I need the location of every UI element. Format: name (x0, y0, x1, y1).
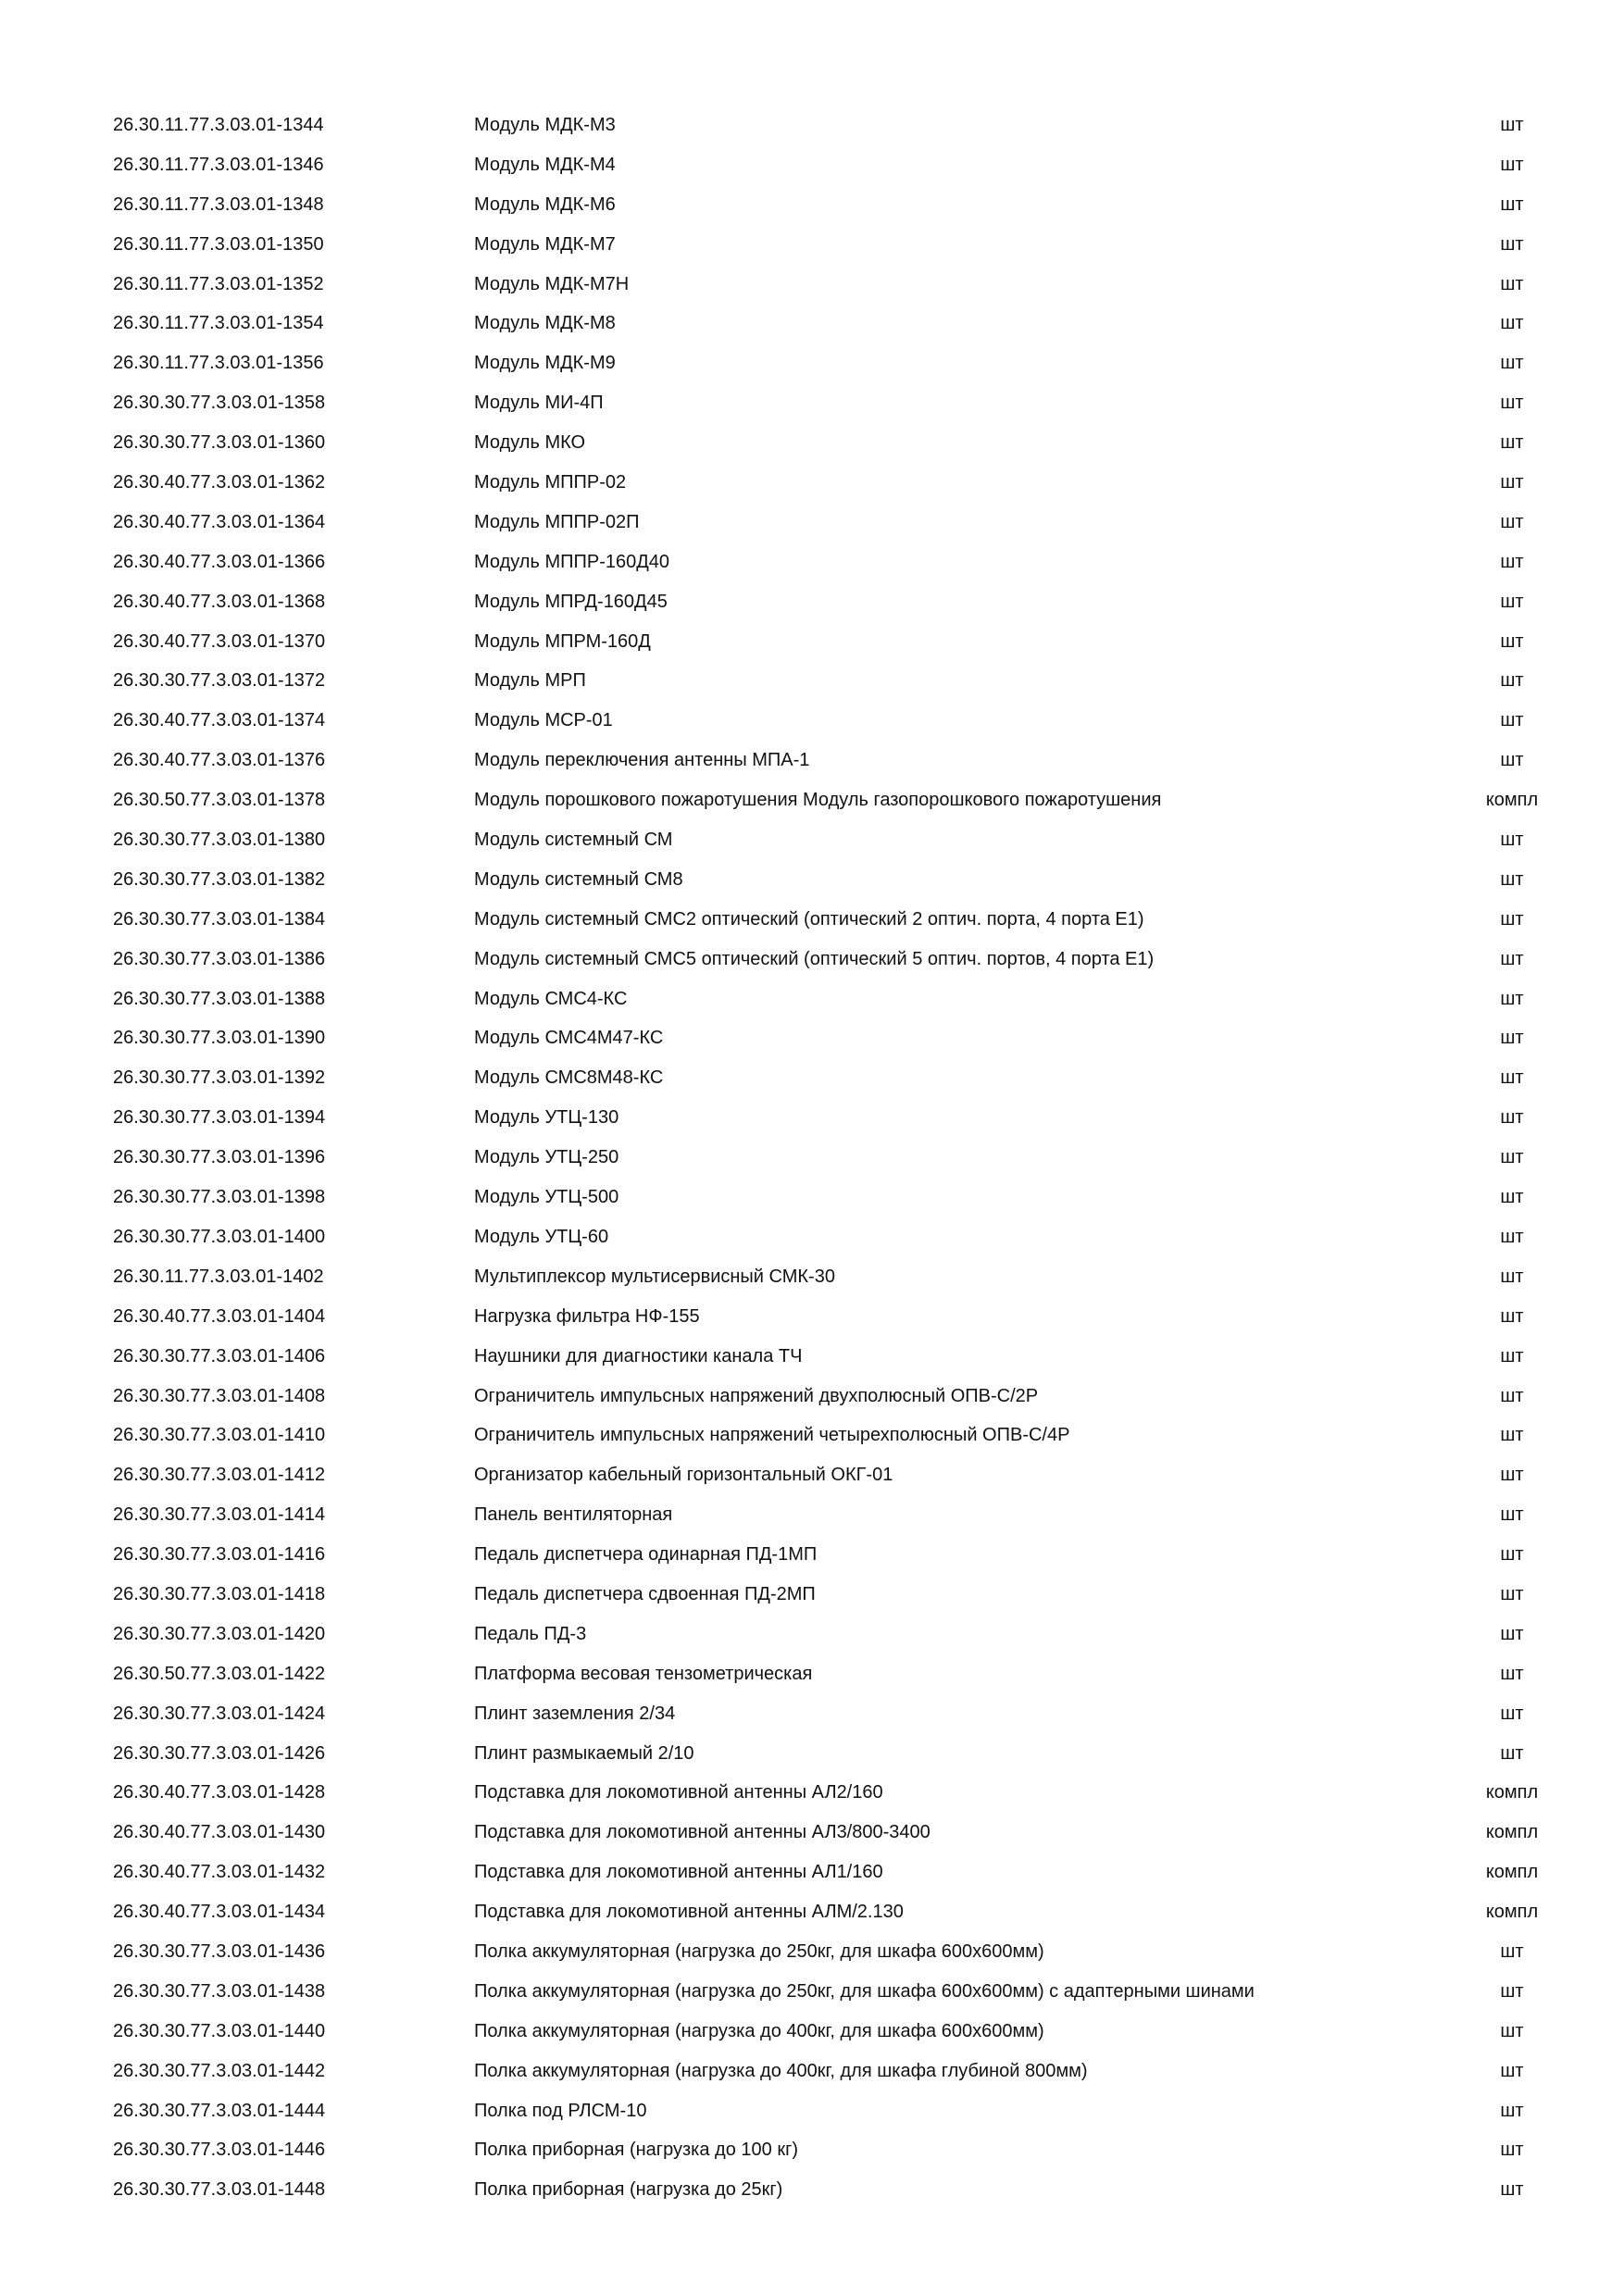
table-row (0, 383, 1624, 423)
table-row (0, 741, 1624, 780)
item-unit: шт (1500, 1345, 1524, 1366)
item-name: Полка приборная (нагрузка до 100 кг) (474, 2140, 799, 2161)
table-row (0, 1654, 1624, 1694)
table-row (0, 1694, 1624, 1734)
item-name: Модуль УТЦ-60 (474, 1226, 609, 1247)
item-unit: компл (1485, 1782, 1539, 1803)
item-unit: шт (1500, 750, 1524, 771)
item-name: Модуль системный СМ (474, 830, 673, 851)
item-name: Модуль МДК-М9 (474, 353, 616, 374)
table-row (0, 304, 1624, 343)
item-code: 26.30.30.77.3.03.01-1446 (113, 2140, 326, 2161)
table-row (0, 423, 1624, 463)
item-name: Организатор кабельный горизонтальный ОКГ-01 (474, 1465, 893, 1486)
item-name: Модуль УТЦ-250 (474, 1147, 619, 1168)
table-row (0, 860, 1624, 900)
table-row (0, 582, 1624, 622)
item-code: 26.30.30.77.3.03.01-1400 (113, 1226, 326, 1247)
table-row (0, 106, 1624, 145)
item-unit: шт (1500, 233, 1524, 255)
item-name: Модуль МДК-М3 (474, 115, 616, 135)
item-name: Модуль СМС8М48-КС (474, 1067, 664, 1089)
item-unit: шт (1500, 511, 1524, 532)
item-name: Ограничитель импульсных напряжений четырехполюсный ОПВ-С/4Р (474, 1425, 1070, 1446)
table-row (0, 701, 1624, 741)
item-name: Модуль системный СМС5 оптический (оптический 5 оптич. портов, 4 порта Е1) (474, 948, 1155, 969)
item-name: Полка аккумуляторная (нагрузка до 400кг, для шкафа глубиной 800мм) (474, 2060, 1088, 2081)
item-name: Модуль МППР-160Д40 (474, 551, 670, 572)
table-row (0, 1615, 1624, 1654)
item-code: 26.30.30.77.3.03.01-1444 (113, 2100, 326, 2121)
table-row (0, 1416, 1624, 1455)
table-row (0, 145, 1624, 185)
item-code: 26.30.40.77.3.03.01-1368 (113, 591, 326, 612)
table-row (0, 2052, 1624, 2091)
item-code: 26.30.40.77.3.03.01-1362 (113, 472, 326, 493)
table-row (0, 940, 1624, 980)
item-name: Модуль МСР-01 (474, 710, 613, 731)
item-code: 26.30.30.77.3.03.01-1398 (113, 1187, 326, 1208)
item-unit: шт (1500, 1226, 1524, 1247)
item-unit: шт (1500, 1107, 1524, 1129)
item-name: Модуль системный СМ8 (474, 868, 683, 890)
item-code: 26.30.11.77.3.03.01-1402 (113, 1266, 324, 1287)
item-code: 26.30.40.77.3.03.01-1364 (113, 511, 326, 532)
item-code: 26.30.30.77.3.03.01-1408 (113, 1385, 326, 1406)
item-code: 26.30.40.77.3.03.01-1434 (113, 1902, 326, 1923)
item-unit: шт (1500, 2060, 1524, 2081)
table-row (0, 1257, 1624, 1297)
item-unit: шт (1500, 353, 1524, 374)
item-unit: шт (1500, 868, 1524, 890)
item-unit: шт (1500, 2020, 1524, 2041)
item-name: Модуль СМС4М47-КС (474, 1028, 664, 1049)
item-name: Педаль диспетчера сдвоенная ПД-2МП (474, 1583, 816, 1604)
table-row (0, 1773, 1624, 1813)
item-unit: шт (1500, 1980, 1524, 2002)
item-code: 26.30.30.77.3.03.01-1418 (113, 1583, 326, 1604)
item-unit: шт (1500, 1187, 1524, 1208)
item-code: 26.30.30.77.3.03.01-1424 (113, 1703, 326, 1724)
item-unit: шт (1500, 551, 1524, 572)
table-row (0, 661, 1624, 701)
item-name: Подставка для локомотивной антенны АЛМ/2.130 (474, 1902, 904, 1923)
table-row (0, 225, 1624, 265)
item-code: 26.30.50.77.3.03.01-1422 (113, 1663, 326, 1684)
item-unit: шт (1500, 115, 1524, 135)
item-name: Модуль МДК-М4 (474, 154, 616, 175)
item-unit: шт (1500, 1266, 1524, 1287)
item-unit: шт (1500, 1385, 1524, 1406)
table-row (0, 1972, 1624, 2012)
item-unit: шт (1500, 988, 1524, 1009)
item-unit: шт (1500, 1028, 1524, 1049)
table-row (0, 343, 1624, 383)
item-code: 26.30.30.77.3.03.01-1406 (113, 1345, 326, 1366)
item-code: 26.30.11.77.3.03.01-1344 (113, 115, 324, 135)
item-unit: шт (1500, 1544, 1524, 1566)
item-code: 26.30.30.77.3.03.01-1386 (113, 948, 326, 969)
item-name: Модуль МППР-02 (474, 472, 627, 493)
item-name: Подставка для локомотивной антенны АЛ1/160 (474, 1862, 883, 1883)
item-unit: шт (1500, 670, 1524, 692)
item-unit: шт (1500, 193, 1524, 215)
item-code: 26.30.30.77.3.03.01-1420 (113, 1623, 326, 1644)
price-list-table (0, 106, 1624, 2210)
item-name: Полка аккумуляторная (нагрузка до 400кг, для шкафа 600х600мм) (474, 2020, 1044, 2041)
table-row (0, 820, 1624, 860)
item-unit: шт (1500, 948, 1524, 969)
table-row (0, 1495, 1624, 1535)
item-unit: шт (1500, 1663, 1524, 1684)
item-name: Полка приборная (нагрузка до 25кг) (474, 2179, 783, 2201)
item-code: 26.30.11.77.3.03.01-1350 (113, 233, 324, 255)
item-code: 26.30.30.77.3.03.01-1372 (113, 670, 326, 692)
table-row (0, 1853, 1624, 1892)
table-row (0, 265, 1624, 305)
item-name: Платформа весовая тензометрическая (474, 1663, 813, 1684)
item-unit: шт (1500, 154, 1524, 175)
item-name: Модуль переключения антенны МПА-1 (474, 750, 810, 771)
item-unit: компл (1485, 1902, 1539, 1923)
item-unit: компл (1485, 790, 1539, 811)
table-row (0, 1734, 1624, 1774)
item-unit: шт (1500, 1465, 1524, 1486)
item-code: 26.30.30.77.3.03.01-1382 (113, 868, 326, 890)
item-code: 26.30.30.77.3.03.01-1384 (113, 908, 326, 930)
item-name: Полка под РЛСМ-10 (474, 2100, 647, 2121)
item-code: 26.30.30.77.3.03.01-1416 (113, 1544, 326, 1566)
item-name: Подставка для локомотивной антенны АЛ3/800-3400 (474, 1822, 931, 1843)
item-name: Модуль МИ-4П (474, 393, 604, 414)
item-unit: шт (1500, 393, 1524, 414)
item-code: 26.30.30.77.3.03.01-1358 (113, 393, 326, 414)
item-code: 26.30.11.77.3.03.01-1346 (113, 154, 324, 175)
item-name: Модуль МПРМ-160Д (474, 630, 651, 652)
item-unit: шт (1500, 313, 1524, 334)
item-unit: компл (1485, 1822, 1539, 1843)
item-name: Модуль порошкового пожаротушения Модуль газопорошкового пожаротушения (474, 790, 1162, 811)
item-unit: шт (1500, 1425, 1524, 1446)
item-name: Плинт размыкаемый 2/10 (474, 1742, 694, 1764)
item-code: 26.30.30.77.3.03.01-1380 (113, 830, 326, 851)
table-row (0, 780, 1624, 820)
table-row (0, 1892, 1624, 1932)
table-row (0, 1217, 1624, 1257)
item-name: Модуль УТЦ-500 (474, 1187, 619, 1208)
table-row (0, 1138, 1624, 1178)
item-unit: компл (1485, 1862, 1539, 1883)
item-code: 26.30.30.77.3.03.01-1394 (113, 1107, 326, 1129)
item-name: Наушники для диагностики канала ТЧ (474, 1345, 803, 1366)
table-row (0, 1813, 1624, 1853)
item-name: Модуль СМС4-КС (474, 988, 628, 1009)
item-code: 26.30.40.77.3.03.01-1366 (113, 551, 326, 572)
item-code: 26.30.40.77.3.03.01-1432 (113, 1862, 326, 1883)
table-row (0, 1178, 1624, 1217)
item-unit: шт (1500, 1504, 1524, 1526)
item-code: 26.30.40.77.3.03.01-1374 (113, 710, 326, 731)
item-code: 26.30.30.77.3.03.01-1438 (113, 1980, 326, 2002)
item-unit: шт (1500, 1305, 1524, 1327)
table-row (0, 1297, 1624, 1337)
table-row (0, 1018, 1624, 1058)
item-code: 26.30.40.77.3.03.01-1404 (113, 1305, 326, 1327)
item-code: 26.30.30.77.3.03.01-1360 (113, 432, 326, 454)
item-unit: шт (1500, 472, 1524, 493)
item-unit: шт (1500, 1742, 1524, 1764)
item-code: 26.30.40.77.3.03.01-1430 (113, 1822, 326, 1843)
item-name: Нагрузка фильтра НФ-155 (474, 1305, 700, 1327)
item-code: 26.30.30.77.3.03.01-1414 (113, 1504, 326, 1526)
item-code: 26.30.40.77.3.03.01-1370 (113, 630, 326, 652)
table-row (0, 900, 1624, 940)
item-code: 26.30.40.77.3.03.01-1428 (113, 1782, 326, 1803)
table-row (0, 2091, 1624, 2131)
table-row (0, 1535, 1624, 1575)
item-name: Педаль ПД-3 (474, 1623, 587, 1644)
item-name: Педаль диспетчера одинарная ПД-1МП (474, 1544, 818, 1566)
item-code: 26.30.11.77.3.03.01-1354 (113, 313, 324, 334)
table-row (0, 2170, 1624, 2210)
item-code: 26.30.30.77.3.03.01-1410 (113, 1425, 326, 1446)
item-name: Мультиплексор мультисервисный СМК-30 (474, 1266, 835, 1287)
item-name: Плинт заземления 2/34 (474, 1703, 676, 1724)
table-row (0, 980, 1624, 1019)
item-unit: шт (1500, 273, 1524, 294)
item-code: 26.30.30.77.3.03.01-1440 (113, 2020, 326, 2041)
item-unit: шт (1500, 830, 1524, 851)
table-row (0, 2130, 1624, 2170)
item-name: Модуль МПРД-160Д45 (474, 591, 668, 612)
item-code: 26.30.11.77.3.03.01-1348 (113, 193, 324, 215)
table-row (0, 2012, 1624, 2052)
item-code: 26.30.30.77.3.03.01-1436 (113, 1940, 326, 1962)
item-unit: шт (1500, 2179, 1524, 2201)
table-row (0, 1098, 1624, 1138)
item-unit: шт (1500, 2100, 1524, 2121)
item-name: Модуль системный СМС2 оптический (оптический 2 оптич. порта, 4 порта Е1) (474, 908, 1144, 930)
item-name: Подставка для локомотивной антенны АЛ2/160 (474, 1782, 883, 1803)
item-unit: шт (1500, 1623, 1524, 1644)
item-name: Модуль МДК-М8 (474, 313, 616, 334)
item-unit: шт (1500, 710, 1524, 731)
item-unit: шт (1500, 1067, 1524, 1089)
item-code: 26.30.30.77.3.03.01-1392 (113, 1067, 326, 1089)
item-code: 26.30.30.77.3.03.01-1412 (113, 1465, 326, 1486)
table-row (0, 543, 1624, 582)
item-code: 26.30.30.77.3.03.01-1396 (113, 1147, 326, 1168)
item-name: Модуль МКО (474, 432, 586, 454)
table-row (0, 503, 1624, 543)
table-row (0, 1932, 1624, 1972)
item-name: Панель вентиляторная (474, 1504, 673, 1526)
item-code: 26.30.50.77.3.03.01-1378 (113, 790, 326, 811)
item-code: 26.30.30.77.3.03.01-1448 (113, 2179, 326, 2201)
table-row (0, 1455, 1624, 1495)
item-name: Ограничитель импульсных напряжений двухполюсный ОПВ-С/2Р (474, 1385, 1039, 1406)
item-name: Полка аккумуляторная (нагрузка до 250кг, для шкафа 600х600мм) с адаптерными шинами (474, 1980, 1255, 2002)
item-unit: шт (1500, 1147, 1524, 1168)
table-row (0, 1377, 1624, 1416)
item-code: 26.30.11.77.3.03.01-1356 (113, 353, 324, 374)
item-code: 26.30.30.77.3.03.01-1388 (113, 988, 326, 1009)
item-unit: шт (1500, 1583, 1524, 1604)
table-row (0, 1575, 1624, 1615)
item-name: Модуль УТЦ-130 (474, 1107, 619, 1129)
item-name: Полка аккумуляторная (нагрузка до 250кг, для шкафа 600х600мм) (474, 1940, 1044, 1962)
item-name: Модуль МДК-М7 (474, 233, 616, 255)
item-unit: шт (1500, 1940, 1524, 1962)
table-row (0, 1337, 1624, 1377)
item-unit: шт (1500, 432, 1524, 454)
item-unit: шт (1500, 630, 1524, 652)
table-row (0, 463, 1624, 503)
item-unit: шт (1500, 1703, 1524, 1724)
item-code: 26.30.11.77.3.03.01-1352 (113, 273, 324, 294)
table-row (0, 185, 1624, 225)
item-name: Модуль МДК-М6 (474, 193, 616, 215)
table-row (0, 622, 1624, 662)
item-name: Модуль МДК-М7Н (474, 273, 630, 294)
item-name: Модуль МППР-02П (474, 511, 640, 532)
item-name: Модуль МРП (474, 670, 586, 692)
table-row (0, 1058, 1624, 1098)
item-unit: шт (1500, 908, 1524, 930)
item-unit: шт (1500, 591, 1524, 612)
item-unit: шт (1500, 2140, 1524, 2161)
item-code: 26.30.40.77.3.03.01-1376 (113, 750, 326, 771)
item-code: 26.30.30.77.3.03.01-1442 (113, 2060, 326, 2081)
item-code: 26.30.30.77.3.03.01-1390 (113, 1028, 326, 1049)
item-code: 26.30.30.77.3.03.01-1426 (113, 1742, 326, 1764)
